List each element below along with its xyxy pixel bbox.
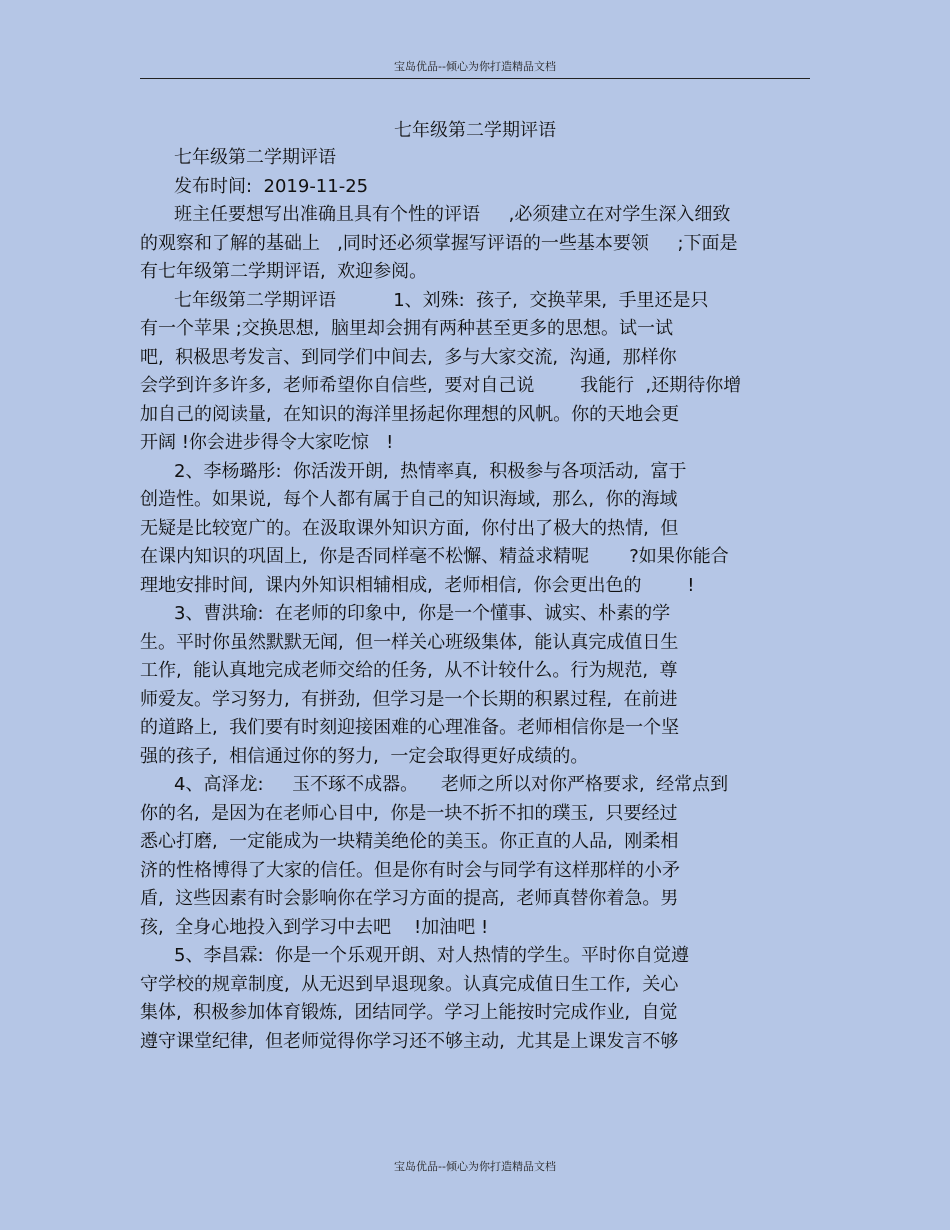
- text-line: 理地安排时间, 课内外知识相辅相成, 老师相信, 你会更出色的 !: [140, 574, 695, 596]
- text-line: 孩, 全身心地投入到学习中去吧 !加油吧 !: [140, 916, 489, 938]
- text-line: 2、李杨璐彤: 你活泼开朗, 热情率真, 积极参与各项活动, 富于: [174, 460, 687, 482]
- text-line: 吧, 积极思考发言、到同学们中间去, 多与大家交流, 沟通, 那样你: [140, 346, 677, 368]
- text-line: 无疑是比较宽广的。在汲取课外知识方面, 你付出了极大的热情, 但: [140, 517, 679, 539]
- text-line: 加自己的阅读量, 在知识的海洋里扬起你理想的风帆。你的天地会更: [140, 403, 680, 425]
- text-line: 有七年级第二学期评语, 欢迎参阅。: [140, 261, 428, 282]
- text-line: 3、曹洪瑜: 在老师的印象中, 你是一个懂事、诚实、朴素的学: [174, 603, 671, 624]
- text-line: 工作, 能认真地完成老师交给的任务, 从不计较什么。行为规范, 尊: [140, 660, 678, 681]
- text-line: 的道路上, 我们要有时刻迎接困难的心理准备。老师相信你是一个坚: [140, 717, 680, 738]
- text-line: 你的名, 是因为在老师心目中, 你是一块不折不扣的璞玉, 只要经过: [140, 802, 678, 824]
- text-line: 悉心打磨, 一定能成为一块精美绝伦的美玉。你正直的人品, 刚柔相: [140, 831, 679, 852]
- header-divider: [140, 78, 810, 79]
- text-line: 会学到许多许多, 老师希望你自信些, 要对自己说 我能行 ,还期待你增: [140, 375, 742, 396]
- text-line: 创造性。如果说, 每个人都有属于自己的知识海域, 那么, 你的海域: [140, 489, 678, 510]
- text-line: 在课内知识的巩固上, 你是否同样毫不松懈、精益求精呢 ?如果你能合: [140, 546, 729, 567]
- text-line: 守学校的规章制度, 从无迟到早退现象。认真完成值日生工作, 关心: [140, 973, 679, 995]
- text-line: 有一个苹果 ;交换思想, 脑里却会拥有两种甚至更多的思想。试一试: [140, 318, 673, 339]
- text-line: 盾, 这些因素有时会影响你在学习方面的提高, 老师真替你着急。男: [140, 888, 679, 909]
- text-line: 七年级第二学期评语 1、刘殊: 孩子, 交换苹果, 手里还是只: [174, 289, 709, 311]
- text-line: 济的性格博得了大家的信任。但是你有时会与同学有这样那样的小矛: [140, 859, 680, 881]
- text-line: 5、李昌霖: 你是一个乐观开朗、对人热情的学生。平时你自觉遵: [174, 945, 689, 966]
- text-line: 的观察和了解的基础上 ,同时还必须掌握写评语的一些基本要领 ;下面是: [140, 232, 738, 254]
- text-line: 生。平时你虽然默默无闻, 但一样关心班级集体, 能认真完成值日生: [140, 631, 679, 653]
- text-line: 集体, 积极参加体育锻炼, 团结同学。学习上能按时完成作业, 自觉: [140, 1002, 678, 1023]
- text-line: 强的孩子, 相信通过你的努力, 一定会取得更好成绩的。: [140, 745, 589, 767]
- text-line: 遵守课堂纪律, 但老师觉得你学习还不够主动, 尤其是上课发言不够: [140, 1030, 679, 1052]
- document-title: 七年级第二学期评语: [394, 120, 556, 141]
- page-footer: 宝岛优品--倾心为你打造精品文档: [394, 1160, 556, 1173]
- text-line: 班主任要想写出准确且具有个性的评语 ,必须建立在对学生深入细致: [174, 204, 731, 225]
- text-line: 开阔 !你会进步得令大家吃惊 !: [140, 432, 394, 453]
- text-line: 师爱友。学习努力, 有拼劲, 但学习是一个长期的积累过程, 在前进: [140, 688, 678, 710]
- document-body: [140, 144, 820, 1056]
- text-line: 4、高泽龙: 玉不琢不成器。 老师之所以对你严格要求, 经常点到: [174, 774, 729, 795]
- text-line: 七年级第二学期评语: [174, 147, 336, 168]
- text-line: 发布时间: 2019-11-25: [174, 175, 369, 197]
- page-header: 宝岛优品--倾心为你打造精品文档: [394, 60, 556, 73]
